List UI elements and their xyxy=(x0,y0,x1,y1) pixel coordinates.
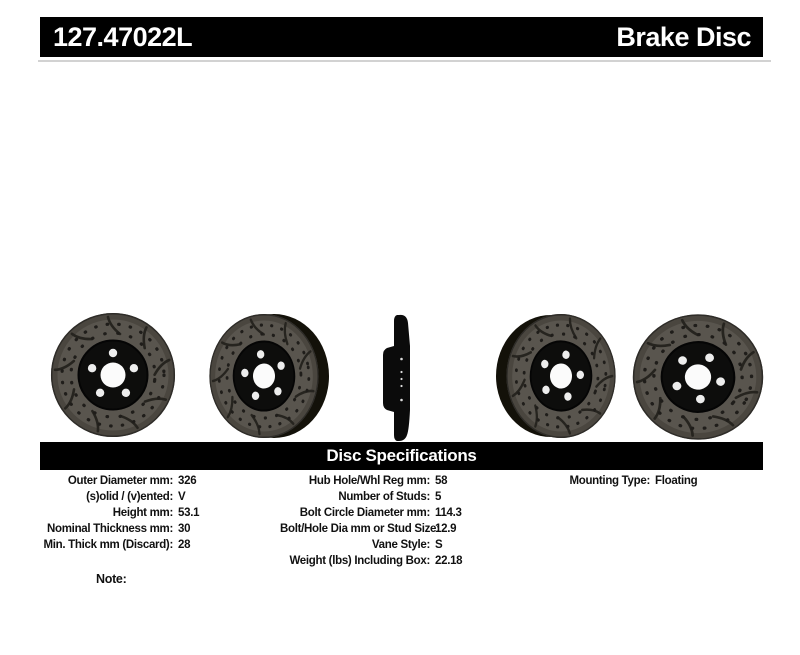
spec-label: (s)olid / (v)ented: xyxy=(86,491,173,503)
spec-row-solid-vented xyxy=(40,489,199,505)
spec-label: Number of Studs: xyxy=(338,491,430,503)
spec-label: Hub Hole/Whl Reg mm: xyxy=(308,475,430,487)
spec-column-middle xyxy=(280,473,462,569)
spec-row-bolt-hole-dia xyxy=(280,521,462,537)
spec-row-mounting-type xyxy=(540,473,697,489)
spec-label: Nominal Thickness mm: xyxy=(47,523,173,535)
spec-value: 22.18 xyxy=(435,555,463,567)
spec-label: Vane Style: xyxy=(371,539,430,551)
header-bar xyxy=(40,17,763,57)
spec-row-outer-diameter xyxy=(40,473,199,489)
spec-value: 58 xyxy=(435,475,448,487)
spec-value: 53.1 xyxy=(178,507,200,519)
spec-value: S xyxy=(435,539,443,551)
spec-label: Outer Diameter mm: xyxy=(67,475,173,487)
spec-column-left xyxy=(40,473,199,553)
spec-row-height xyxy=(40,505,199,521)
product-image-row xyxy=(0,302,800,452)
spec-value: 28 xyxy=(178,539,191,551)
disc-specifications-bar xyxy=(40,442,763,470)
spec-label: Bolt Circle Diameter mm: xyxy=(299,507,430,519)
spec-row-hub-hole xyxy=(280,473,462,489)
disc-front-view-image xyxy=(51,313,175,437)
spec-row-number-of-studs xyxy=(280,489,462,505)
disc-edge-profile-view-image xyxy=(383,315,410,441)
spec-row-bolt-circle-diameter xyxy=(280,505,462,521)
spec-row-min-thick xyxy=(40,537,199,553)
spec-value: V xyxy=(178,491,186,503)
spec-label: Weight (lbs) Including Box: xyxy=(289,555,430,567)
note-label: Note: xyxy=(96,572,127,586)
spec-label: Height mm: xyxy=(112,507,173,519)
spec-value: 12.9 xyxy=(435,523,457,535)
part-number: 127.47022L xyxy=(53,21,193,52)
spec-value: Floating xyxy=(655,475,698,487)
spec-value: 114.3 xyxy=(435,507,462,519)
spec-column-right xyxy=(540,473,697,489)
spec-row-nominal-thickness xyxy=(40,521,199,537)
spec-value: 326 xyxy=(178,475,197,487)
spec-row-weight xyxy=(280,553,462,569)
disc-angled-left-view-image xyxy=(201,304,329,448)
spec-label: Min. Thick mm (Discard): xyxy=(43,539,173,551)
spec-value: 30 xyxy=(178,523,191,535)
disc-angled-right-view-image xyxy=(494,302,628,452)
disc-specifications-title: Disc Specifications xyxy=(326,446,477,465)
header-divider xyxy=(38,60,771,62)
disc-rear-view-image xyxy=(609,302,787,452)
product-title: Brake Disc xyxy=(616,21,751,52)
spec-value: 5 xyxy=(435,491,442,503)
spec-label: Bolt/Hole Dia mm or Stud Size: xyxy=(280,523,440,535)
spec-row-vane-style xyxy=(280,537,462,553)
spec-label: Mounting Type: xyxy=(569,475,650,487)
